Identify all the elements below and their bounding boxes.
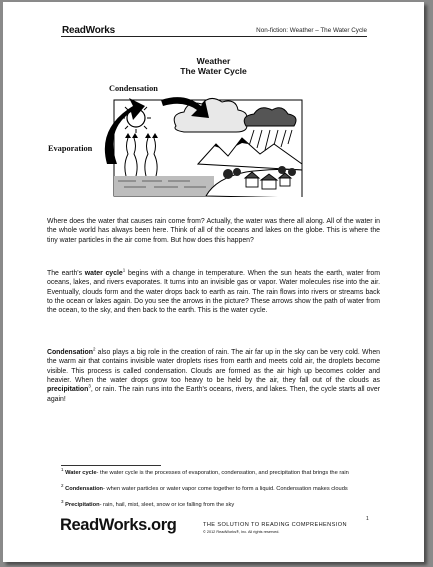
footnote-1-text: - the water cycle is the processes of evaporation, condensation, and precipitation that brings the rain xyxy=(96,470,349,476)
condensation-label: Condensation xyxy=(109,84,158,93)
evaporation-label: Evaporation xyxy=(48,144,93,153)
curved-arrow-left-icon xyxy=(105,98,145,164)
title-line-2: The Water Cycle xyxy=(180,66,247,76)
curved-arrow-right-icon xyxy=(161,97,209,118)
paragraph-2 xyxy=(47,269,380,316)
footer-tagline: THE SOLUTION TO READING COMPREHENSION xyxy=(203,522,347,528)
page-number: 1 xyxy=(366,516,369,522)
header-brand: ReadWorks xyxy=(62,25,116,36)
header-subtitle: Non-fiction: Weather – The Water Cycle xyxy=(256,27,367,34)
paragraph-1 xyxy=(47,217,380,245)
water-cycle-term: water cycle xyxy=(84,270,123,277)
p3-text-b: , or rain. The rain runs into the Earth's oceans, rivers, and lakes. Then, the cycle starts all over again! xyxy=(47,386,380,403)
p2-text-a: The earth's xyxy=(47,270,85,277)
footnote-3-term: Precipitation xyxy=(65,502,100,508)
paragraph-3 xyxy=(47,348,380,404)
footnote-ref-1: 1 xyxy=(122,267,126,273)
precipitation-term: precipitation xyxy=(47,386,89,394)
footnote-3-number: 3 xyxy=(61,499,64,505)
condensation-term: Condensation xyxy=(47,349,93,356)
header-rule xyxy=(61,36,367,37)
footnote-3-text: - rain, hail, mist, sleet, snow or ice falling from the sky xyxy=(99,502,235,508)
footnote-ref-2: 2 xyxy=(92,346,96,352)
footnote-rule xyxy=(61,465,161,466)
footnote-2-term: Condensation xyxy=(65,486,104,492)
document-page xyxy=(3,2,424,562)
footnote-1-number: 1 xyxy=(61,467,64,473)
footnote-ref-3: 3 xyxy=(88,384,91,390)
title-line-1: Weather xyxy=(196,56,231,66)
footnote-2 xyxy=(61,483,371,493)
p3-text-a: also plays a big role in the creation of rain. The air far up in the sky can be very cold. When the warm air that contains invisible water droplets rises from earth and meets cold air, the droplets become visible. This process is called condensation. Clouds are formed as the air high up becomes colder and heavier. When the water drops grow too heavy to be held by the air, they fall out of the clouds as xyxy=(47,349,380,385)
paragraph-1-text: Where does the water that causes rain come from? Actually, the water was there all along. All of the water in the whole world has always been here. Think of all of the oceans and lakes on the globe. This is where the tiny water particles in the air come from. But how does this happen? xyxy=(47,218,380,244)
p2-text-b: begins with a change in temperature. When the sun heats the earth, water from oceans, lakes, and rivers evaporates. It turns into an invisible gas or vapor. Water molecules rise into the air. Eventually, clouds form and the water drops back to earth as rain. The rain flows into rivers or streams back to the ocean or lakes again. Do you see the arrows in the picture? These arrows show the path of water from the ocean, to the sky, and then back to the earth. This is the water cycle. xyxy=(47,270,380,315)
footnote-1 xyxy=(61,467,371,477)
footer-logo: ReadWorks.org xyxy=(60,516,177,534)
cycle-arrows xyxy=(73,94,323,184)
footnote-2-number: 2 xyxy=(61,483,64,489)
footer-copyright: © 2012 ReadWorks®, Inc. All rights reserved. xyxy=(203,530,280,534)
footnote-1-term: Water cycle xyxy=(65,470,97,476)
footnote-2-text: - when water particles or water vapor come together to form a liquid. Condensation makes clouds xyxy=(103,486,348,492)
footnote-3 xyxy=(61,499,371,509)
